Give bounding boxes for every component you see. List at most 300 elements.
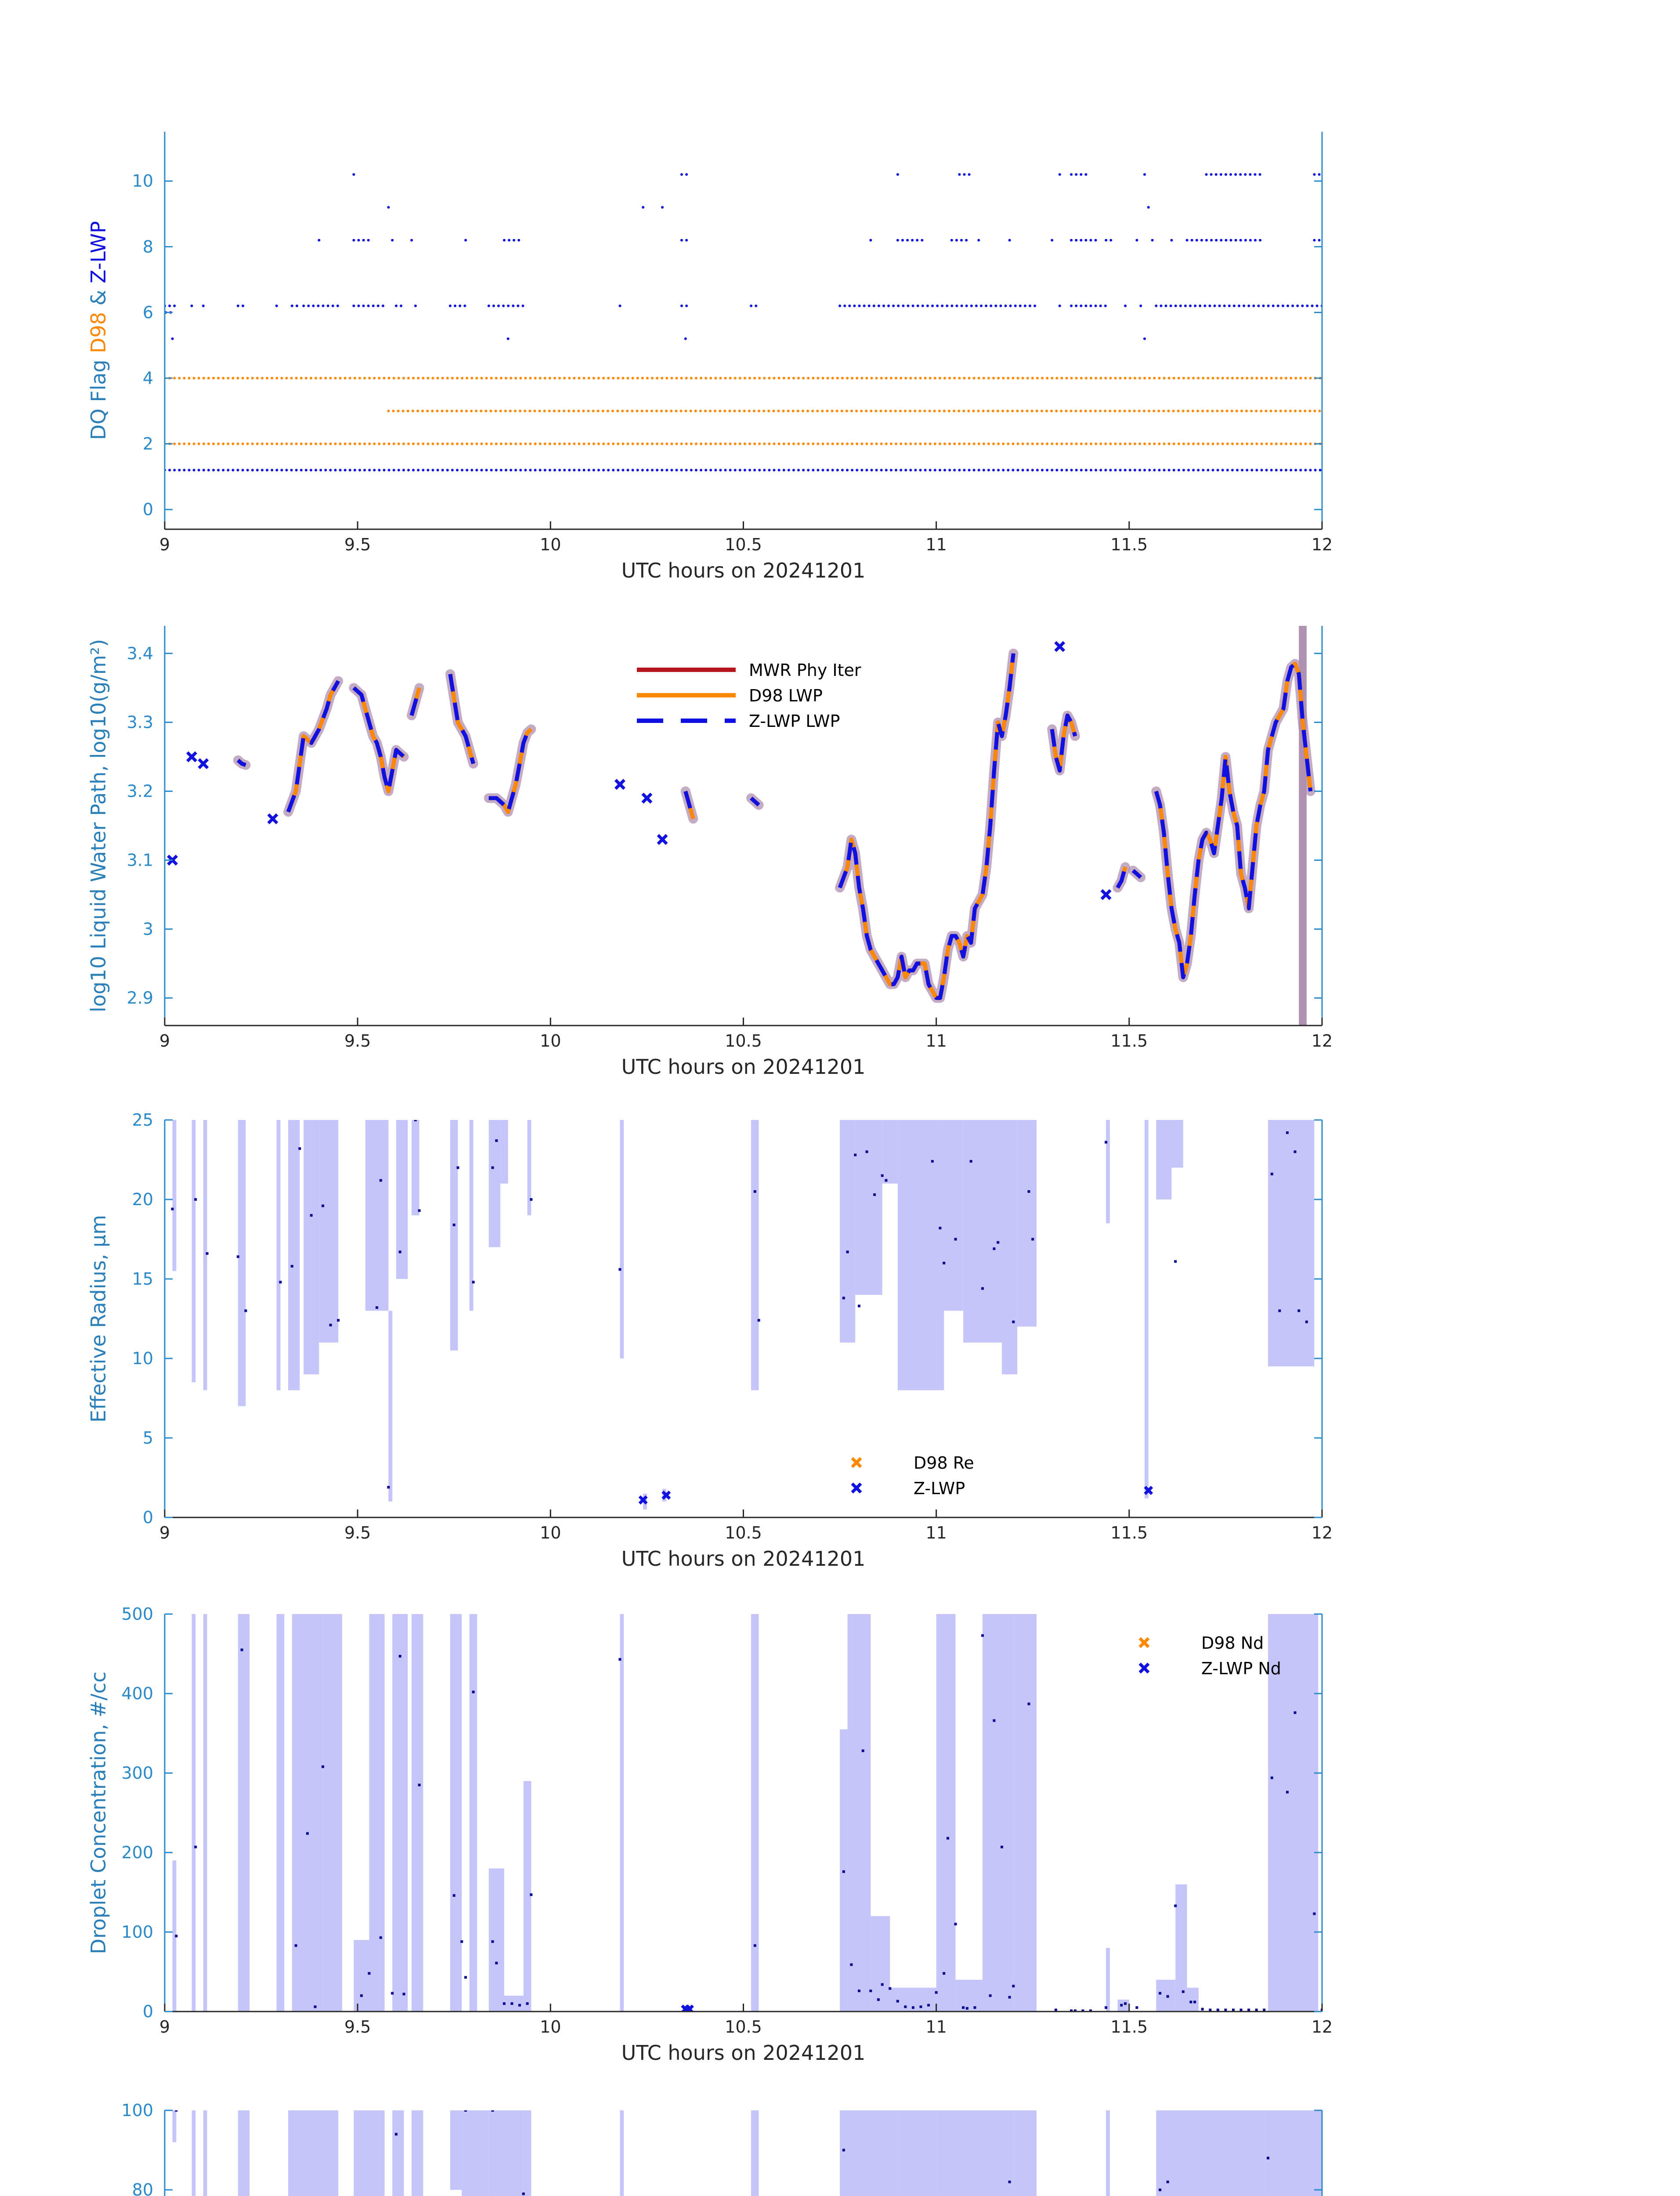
data-point (1167, 2181, 1169, 2183)
data-point (418, 1784, 421, 1786)
uncertainty-band (855, 1120, 882, 1295)
uncertainty-band (1013, 2110, 1037, 2196)
data-point (754, 1190, 756, 1193)
uncertainty-band (1187, 2110, 1265, 2196)
x-tick-label: 11.5 (1110, 2017, 1148, 2037)
uncertainty-band (840, 2110, 859, 2196)
data-point (869, 1990, 872, 1992)
data-point (472, 1281, 475, 1283)
uncertainty-band (489, 2110, 524, 2196)
uncertainty-band (620, 1614, 624, 2012)
data-point (1278, 1309, 1281, 1312)
z-lwp-marker (615, 780, 624, 789)
data-point (322, 1766, 324, 1768)
data-point (842, 1297, 845, 1299)
legend-swatch (1140, 1638, 1149, 1647)
chart-panel-dq (87, 132, 1333, 582)
uncertainty-band (524, 1781, 531, 2012)
data-point (368, 1972, 371, 1975)
data-point (966, 2007, 968, 2010)
uncertainty-band (1106, 1948, 1110, 2012)
z-lwp-marker (187, 752, 196, 761)
data-point (460, 1940, 463, 1943)
data-point (279, 1281, 282, 1283)
legend-label: D98 LWP (749, 686, 823, 705)
data-point (530, 1893, 532, 1896)
uncertainty-band (191, 1614, 195, 2012)
uncertainty-band (489, 1120, 500, 1247)
data-point (1286, 1791, 1289, 1793)
uncertainty-band (524, 2110, 531, 2196)
x-tick-label: 10.5 (725, 1523, 762, 1542)
z-lwp-line (489, 729, 531, 812)
data-point (904, 2005, 907, 2008)
uncertainty-band (848, 1614, 871, 2012)
data-point (1167, 1995, 1169, 1998)
plot-area (168, 626, 1311, 1026)
plot-area (173, 2109, 1323, 2196)
data-point (1105, 1141, 1107, 1144)
data-point (1294, 1711, 1297, 1714)
mwr-uncertainty-envelope (354, 688, 404, 791)
uncertainty-band (527, 1120, 531, 1215)
x-tick-label: 11 (925, 535, 947, 554)
data-point (954, 1923, 957, 1925)
z-lwp-marker (658, 835, 667, 844)
x-tick-label: 11.5 (1110, 1523, 1148, 1542)
y-axis-label (87, 221, 110, 440)
data-point (306, 1832, 309, 1835)
data-point (1008, 1996, 1011, 1998)
data-point (418, 1209, 421, 1212)
chart-panel-re (87, 1110, 1333, 1571)
uncertainty-band (277, 1614, 285, 2012)
data-point (1294, 1150, 1297, 1153)
y-axis-label-part: D98 (87, 305, 110, 354)
y-tick-label: 80 (132, 2180, 153, 2196)
data-point (511, 2002, 513, 2005)
data-point (1012, 1321, 1015, 1323)
x-tick-label: 12 (1311, 1523, 1333, 1542)
data-point (842, 2149, 845, 2152)
chart-panel-lwp (87, 626, 1333, 1079)
data-point (1271, 1777, 1273, 1779)
data-point (1240, 2008, 1243, 2011)
uncertainty-band (967, 2110, 1013, 2196)
data-point (943, 1972, 945, 1975)
uncertainty-band (203, 1120, 207, 1390)
y-tick-label: 400 (121, 1684, 153, 1703)
data-point (962, 2006, 965, 2009)
data-point (1174, 1260, 1177, 1263)
data-point (1305, 1321, 1308, 1323)
data-point (206, 1252, 209, 1255)
y-tick-label: 4 (142, 368, 153, 388)
uncertainty-band (396, 1120, 408, 1279)
uncertainty-band (1187, 1988, 1199, 2012)
x-tick-label: 11 (925, 2017, 947, 2037)
data-point (1105, 2006, 1107, 2009)
y-tick-label: 200 (121, 1843, 153, 1862)
uncertainty-band (238, 1120, 246, 1406)
y-tick-label: 0 (142, 2002, 153, 2021)
data-point (1297, 1309, 1300, 1312)
data-point (491, 1940, 494, 1943)
y-tick-label: 3.3 (126, 712, 153, 732)
legend-swatch (852, 1458, 861, 1467)
legend-label: D98 Re (914, 1453, 974, 1473)
data-point (1135, 2006, 1138, 2009)
uncertainty-band (203, 2110, 207, 2196)
uncertainty-band (1017, 1120, 1037, 1327)
uncertainty-band (500, 1120, 508, 1184)
y-tick-label: 3.4 (126, 643, 153, 663)
uncertainty-band (354, 1940, 369, 2012)
legend (637, 661, 861, 731)
data-point (896, 2000, 899, 2002)
data-point (1008, 2181, 1011, 2183)
data-point (981, 1287, 984, 1290)
uncertainty-band (412, 1614, 423, 2012)
y-tick-label: 0 (142, 1508, 153, 1527)
data-point (175, 1935, 177, 1937)
data-point (1182, 1990, 1185, 1993)
data-point (1159, 2189, 1161, 2191)
data-point (1055, 2008, 1057, 2011)
x-tick-label: 12 (1311, 535, 1333, 554)
uncertainty-band (1268, 1120, 1314, 1366)
data-point (175, 2109, 177, 2112)
uncertainty-band (191, 2110, 195, 2196)
data-point (935, 1991, 938, 1994)
data-point (403, 1993, 405, 1995)
mwr-uncertainty-envelope (1156, 664, 1310, 977)
data-point (491, 1167, 494, 1169)
data-point (618, 1658, 621, 1661)
uncertainty-band (1106, 2110, 1110, 2196)
data-point (376, 1306, 378, 1309)
x-tick-label: 9 (159, 2017, 170, 2037)
data-point (1159, 1992, 1161, 1994)
x-tick-label: 9 (159, 1031, 170, 1051)
uncertainty-band (751, 1614, 759, 2012)
data-point (414, 1119, 417, 1121)
y-tick-label: 25 (132, 1110, 153, 1130)
uncertainty-band (1156, 1980, 1175, 2012)
y-tick-label: 0 (142, 500, 153, 520)
data-point (1217, 2008, 1219, 2011)
legend-label: Z-LWP LWP (749, 712, 840, 731)
data-point (989, 1994, 992, 1997)
y-tick-label: 3 (142, 919, 153, 939)
data-point (993, 1247, 995, 1250)
uncertainty-band (307, 1614, 323, 2012)
data-point (758, 1319, 760, 1322)
data-point (939, 1227, 941, 1229)
x-tick-label: 9 (159, 535, 170, 554)
data-point (947, 1837, 949, 1839)
uncertainty-band (365, 1120, 389, 1311)
legend-swatch (1140, 1664, 1149, 1672)
data-point (1027, 1190, 1030, 1193)
y-tick-label: 3.2 (126, 781, 153, 801)
uncertainty-band (1013, 1614, 1037, 2012)
x-tick-label: 9.5 (344, 1523, 371, 1542)
uncertainty-band (369, 2110, 385, 2196)
legend-label: Z-LWP (914, 1479, 965, 1498)
data-point (530, 1198, 532, 1201)
y-tick-label: 10 (132, 171, 153, 191)
data-point (194, 1846, 197, 1848)
x-tick-label: 10 (540, 2017, 561, 2037)
uncertainty-band (173, 1120, 177, 1271)
data-point (522, 2192, 525, 2195)
y-axis-label-part: Z-LWP (87, 221, 110, 284)
uncertainty-band (983, 1614, 1013, 2012)
uncertainty-band (956, 1980, 983, 2012)
uncertainty-band (354, 2110, 369, 2196)
y-tick-label: 15 (132, 1269, 153, 1289)
data-point (399, 1250, 401, 1253)
chart-panel-od (87, 2101, 1333, 2196)
y-tick-label: 500 (121, 1604, 153, 1624)
data-point (526, 2002, 529, 2005)
y-axis-label-part: DQ Flag (87, 353, 110, 440)
data-point (241, 1648, 243, 1651)
data-point (453, 1894, 455, 1897)
z-lwp-marker (643, 794, 651, 802)
data-point (399, 1655, 401, 1658)
uncertainty-band (1264, 2110, 1322, 2196)
uncertainty-band (369, 1614, 385, 2012)
x-axis-label: UTC hours on 20241201 (621, 1547, 866, 1571)
data-point (862, 1749, 864, 1752)
uncertainty-band (620, 2110, 624, 2196)
uncertainty-band (882, 1120, 898, 1184)
data-point (858, 1305, 860, 1307)
uncertainty-band (898, 2110, 936, 2196)
data-point (464, 2109, 467, 2112)
uncertainty-band (898, 1120, 944, 1390)
x-tick-label: 11.5 (1110, 535, 1148, 554)
legend (1140, 1633, 1281, 1678)
x-tick-label: 10.5 (725, 1031, 762, 1051)
data-point (1027, 1703, 1030, 1705)
uncertainty-band (963, 1120, 1002, 1343)
legend-swatch (852, 1484, 861, 1492)
data-point (322, 1204, 324, 1207)
uncertainty-band (288, 2110, 307, 2196)
plot-area (173, 1614, 1323, 2013)
data-point (472, 1690, 475, 1693)
data-point (1286, 1131, 1289, 1134)
uncertainty-band (191, 1120, 195, 1382)
legend-label: Z-LWP Nd (1201, 1659, 1281, 1678)
x-tick-label: 11 (925, 1031, 947, 1051)
data-point (974, 2006, 976, 2009)
x-tick-label: 12 (1311, 2017, 1333, 2037)
data-point (1001, 1846, 1003, 1848)
data-point (997, 1241, 999, 1244)
data-point (970, 1160, 972, 1163)
uncertainty-band (751, 2110, 759, 2196)
data-point (850, 1963, 853, 1966)
data-point (754, 1944, 756, 1947)
uncertainty-band (871, 1916, 890, 2012)
x-tick-label: 10.5 (725, 535, 762, 554)
uncertainty-band (450, 2110, 462, 2190)
data-point (457, 1167, 459, 1169)
x-tick-label: 10.5 (725, 2017, 762, 2037)
uncertainty-band (412, 2110, 423, 2196)
data-point (889, 1987, 891, 1990)
data-point (846, 1250, 849, 1253)
data-point (194, 1198, 197, 1201)
uncertainty-band (489, 1868, 504, 2012)
uncertainty-band (936, 2110, 967, 2196)
x-tick-label: 12 (1311, 1031, 1333, 1051)
y-tick-label: 100 (121, 2101, 153, 2120)
data-point (464, 1976, 467, 1979)
data-point (518, 2004, 521, 2007)
x-tick-label: 11 (925, 1523, 947, 1542)
uncertainty-band (238, 2110, 249, 2196)
uncertainty-band (203, 1614, 207, 2012)
uncertainty-band (944, 1120, 963, 1311)
data-point (391, 1992, 394, 1994)
data-point (1263, 2008, 1265, 2011)
uncertainty-band (1106, 1120, 1110, 1223)
data-point (981, 1634, 984, 1637)
y-tick-label: 300 (121, 1763, 153, 1783)
data-point (298, 1147, 301, 1150)
y-tick-label: 8 (142, 237, 153, 256)
uncertainty-band (504, 1996, 524, 2012)
x-tick-label: 10 (540, 1523, 561, 1542)
y-tick-label: 5 (142, 1428, 153, 1448)
y-axis-label: Effective Radius, μm (87, 1215, 110, 1423)
uncertainty-band (238, 1614, 249, 2012)
data-point (877, 1998, 880, 2001)
uncertainty-band (412, 1120, 419, 1215)
y-axis-label: log10 Liquid Water Path, log10(g/m²) (87, 639, 110, 1013)
data-point (244, 1309, 247, 1312)
data-point (885, 1179, 887, 1182)
data-point (1201, 2008, 1204, 2011)
data-point (1313, 1912, 1315, 1915)
x-axis-label: UTC hours on 20241201 (621, 2041, 866, 2065)
uncertainty-band (840, 1120, 855, 1343)
x-tick-label: 10 (540, 1031, 561, 1051)
x-axis-label: UTC hours on 20241201 (621, 1055, 866, 1079)
uncertainty-band (1145, 1120, 1149, 1499)
data-point (920, 2005, 922, 2008)
data-point (943, 1262, 945, 1264)
data-point (1247, 2008, 1250, 2011)
data-point (1193, 2001, 1196, 2003)
mwr-uncertainty-envelope (840, 654, 1013, 998)
uncertainty-band (292, 1614, 307, 2012)
data-point (618, 1268, 621, 1271)
data-point (379, 1936, 382, 1939)
uncertainty-band (1156, 1120, 1171, 1199)
uncertainty-band (1117, 2000, 1129, 2012)
data-point (866, 1150, 868, 1153)
z-lwp-marker (199, 759, 208, 768)
y-tick-label: 6 (142, 303, 153, 322)
data-point (395, 2133, 397, 2135)
x-tick-label: 9.5 (344, 1031, 371, 1051)
x-tick-label: 9 (159, 1523, 170, 1542)
uncertainty-band (288, 1120, 300, 1390)
z-lwp-marker (1102, 890, 1110, 899)
y-tick-label: 100 (121, 1922, 153, 1942)
legend (852, 1453, 974, 1498)
data-point (495, 1139, 498, 1142)
y-tick-label: 3.1 (126, 850, 153, 870)
uncertainty-band (392, 1614, 408, 2012)
data-point (954, 1238, 957, 1241)
uncertainty-band (450, 1614, 462, 2012)
uncertainty-band (323, 1614, 342, 2012)
z-lwp-marker (268, 814, 277, 823)
data-point (337, 1319, 340, 1322)
x-tick-label: 10 (540, 535, 561, 554)
data-point (291, 1265, 293, 1268)
uncertainty-band (1156, 2110, 1187, 2196)
data-point (314, 2005, 317, 2008)
uncertainty-band (388, 1311, 392, 1501)
z-lwp-marker (1055, 642, 1064, 651)
uncertainty-band (859, 2110, 898, 2196)
uncertainty-band (751, 1120, 759, 1390)
data-point (1232, 2008, 1235, 2011)
data-point (881, 1983, 884, 1986)
y-tick-label: 20 (132, 1190, 153, 1209)
data-point (295, 1944, 297, 1947)
y-axis-label: Droplet Concentration, #/cc (87, 1671, 110, 1954)
data-point (491, 2109, 494, 2112)
data-point (453, 1224, 455, 1226)
data-point (854, 1154, 856, 1156)
data-point (1124, 2002, 1127, 2005)
y-tick-label: 2 (142, 434, 153, 454)
data-point (1224, 2008, 1227, 2011)
plot-area (161, 174, 1322, 470)
uncertainty-band (462, 2110, 488, 2196)
data-point (360, 1994, 363, 1997)
data-point (387, 1486, 390, 1488)
data-point (1209, 2008, 1211, 2011)
chart-panel-nd (87, 1604, 1333, 2065)
plot-area (171, 1119, 1315, 1510)
data-point (993, 1719, 995, 1722)
uncertainty-band (450, 1120, 458, 1351)
data-point (1267, 2157, 1269, 2160)
uncertainty-band (1002, 1120, 1017, 1374)
data-point (503, 2002, 506, 2005)
x-tick-label: 11.5 (1110, 1031, 1148, 1051)
data-point (1255, 2008, 1258, 2011)
data-point (931, 1160, 934, 1163)
legend-label: D98 Nd (1201, 1633, 1264, 1653)
data-point (842, 1870, 845, 1873)
uncertainty-band (392, 2110, 404, 2196)
data-point (310, 1214, 313, 1217)
data-point (927, 2004, 930, 2007)
data-point (379, 1179, 382, 1182)
uncertainty-band (319, 1120, 338, 1343)
